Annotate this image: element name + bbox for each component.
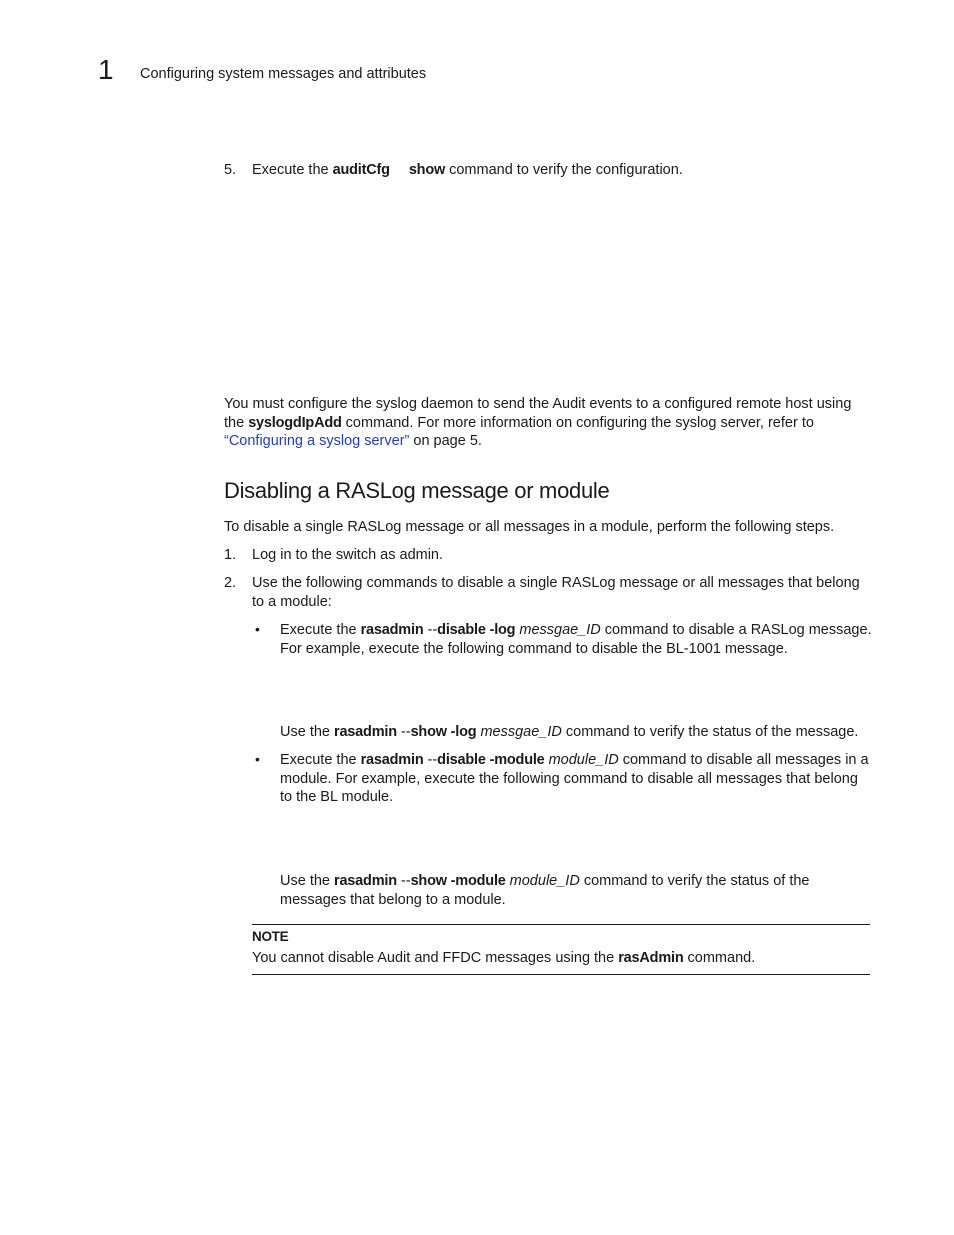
- bullet-1-text: Execute the rasadmin --disable -log messgae_ID command to disable a RASLog message. For example, execute the following command to disable the BL-1001 message.: [280, 622, 872, 657]
- command-rasadmin: rasadmin: [360, 622, 424, 638]
- param-module-id: module_ID: [505, 873, 580, 889]
- running-title: Configuring system messages and attributes: [140, 66, 427, 82]
- command-show: show: [408, 162, 446, 178]
- option-show-module: show -module: [410, 873, 506, 889]
- param-message-id: messgae_ID: [476, 724, 562, 740]
- section-heading: Disabling a RASLog message or module: [224, 478, 610, 503]
- command-auditcfg: auditCfg: [332, 162, 390, 178]
- bullet-1-glyph: •: [255, 621, 260, 637]
- bullet-2-text: Execute the rasadmin --disable -module module_ID command to disable all messages in a module. For example, execute the following command to disable all messages that belong to the BL module.: [280, 752, 869, 806]
- bullet-2-glyph: •: [255, 751, 260, 767]
- note-bottom-rule: [252, 974, 870, 975]
- step-2-number: 2.: [224, 575, 237, 591]
- chapter-number: 1: [98, 54, 114, 85]
- command-syslogdipadd: syslogdIpAdd: [248, 414, 342, 431]
- step-2-text: Use the following commands to disable a single RASLog message or all messages that belong to a module:: [252, 575, 860, 610]
- note-text: You cannot disable Audit and FFDC messages using the rasAdmin command.: [252, 950, 756, 966]
- param-module-id: module_ID: [544, 752, 619, 768]
- syslog-server-link[interactable]: “Configuring a syslog server”: [224, 433, 410, 450]
- param-message-id: messgae_ID: [515, 622, 601, 638]
- step-1-number: 1.: [224, 547, 237, 563]
- step-5-number: 5.: [224, 162, 237, 178]
- option-disable-module: disable -module: [437, 752, 545, 768]
- command-rasadmin: rasadmin: [360, 752, 424, 768]
- step-5-text: Execute the auditCfg show command to verify the configuration.: [252, 162, 683, 178]
- option-disable-log: disable -log: [437, 622, 516, 638]
- command-rasadmin: rasadmin: [334, 724, 397, 740]
- note-label: NOTE: [252, 929, 289, 944]
- note-top-rule: [252, 924, 870, 925]
- section-intro: To disable a single RASLog message or all messages in a module, perform the following steps.: [224, 519, 835, 535]
- bullet-1-verify: Use the rasadmin --show -log messgae_ID command to verify the status of the message.: [280, 724, 859, 740]
- syslog-paragraph: You must configure the syslog daemon to send the Audit events to a configured remote host using the syslogdIpAdd command. For more information on configuring the syslog server, refer to “Configuring a syslog server” on page 5.: [224, 396, 852, 450]
- step-1-text: Log in to the switch as admin.: [252, 547, 444, 563]
- command-rasadmin: rasadmin: [334, 873, 397, 889]
- command-rasadmin: rasAdmin: [618, 950, 684, 966]
- option-show-log: show -log: [410, 724, 477, 740]
- bullet-2-verify: Use the rasadmin --show -module module_ID command to verify the status of the messages that belong to a module.: [280, 873, 810, 908]
